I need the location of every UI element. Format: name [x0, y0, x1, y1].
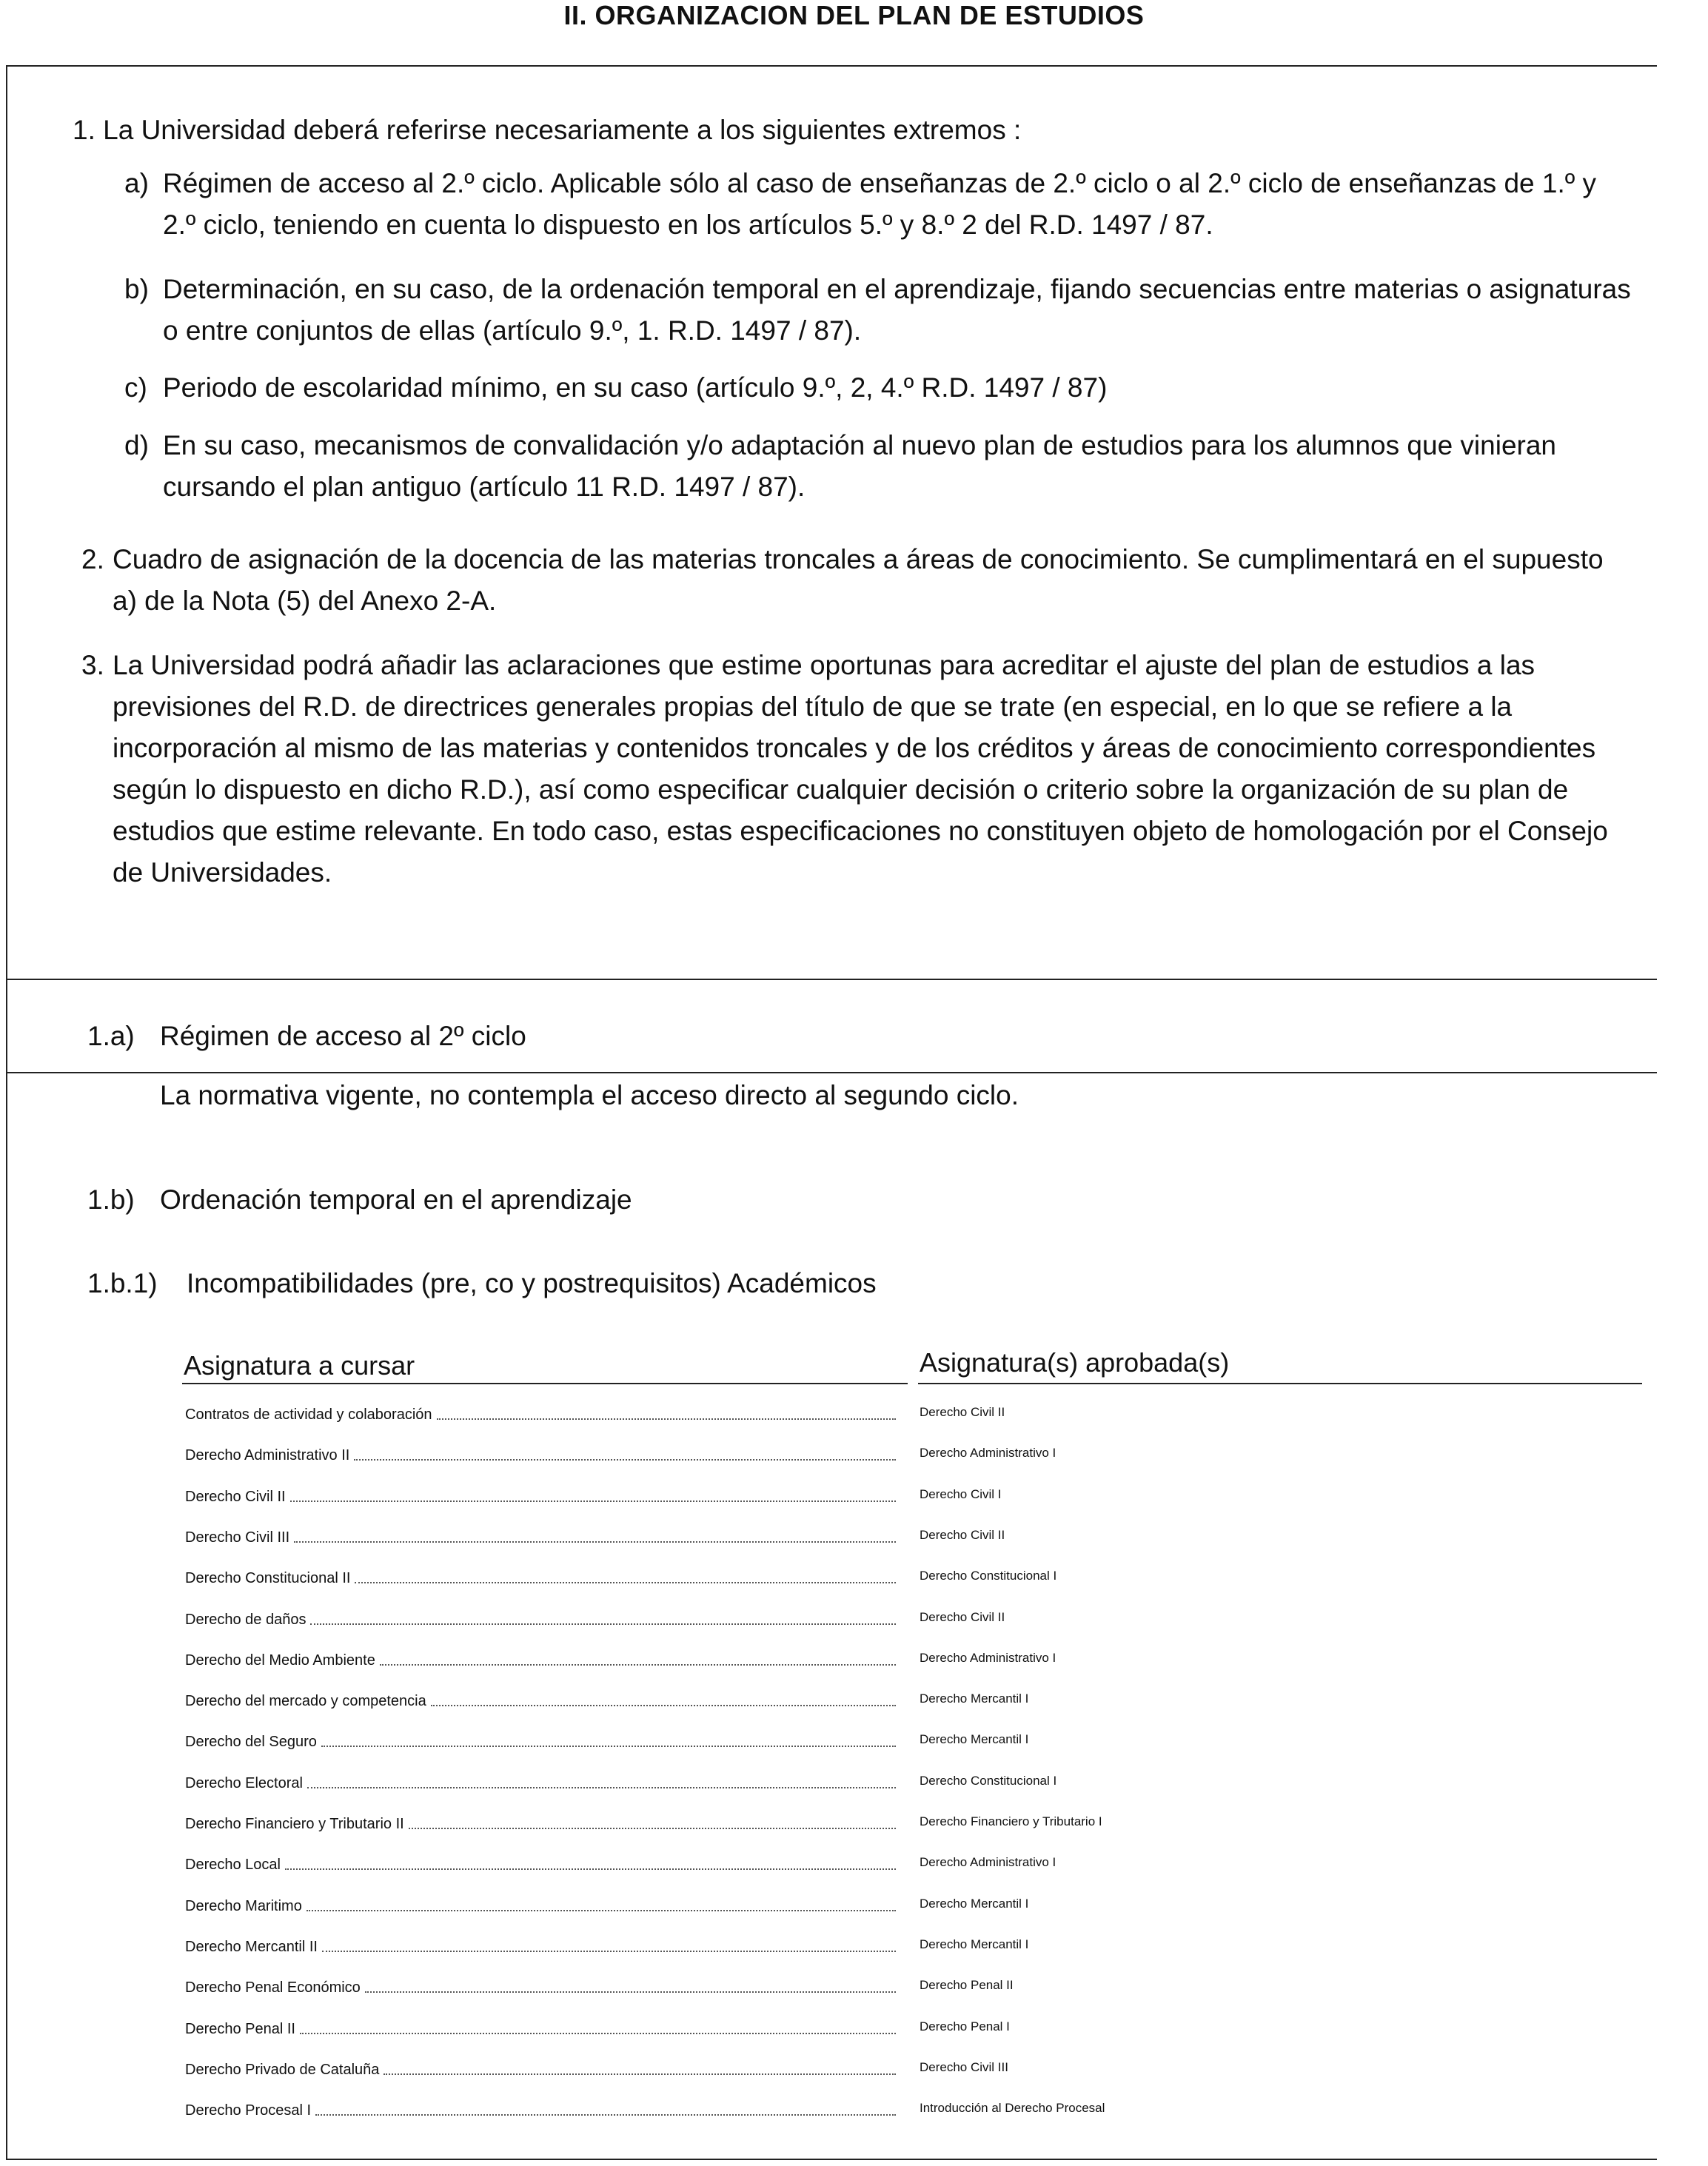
row-subject-text: Derecho del Medio Ambiente — [185, 1652, 375, 1669]
row-subject-text: Derecho Privado de Cataluña — [185, 2061, 380, 2078]
row-subject — [185, 1898, 896, 1915]
table-col-approved-underline — [918, 1383, 1642, 1384]
table-row — [185, 2059, 1666, 2091]
row-leader-dots — [380, 1664, 896, 1666]
row-subject — [185, 1693, 896, 1710]
row-subject-text: Derecho Penal II — [185, 2020, 295, 2037]
table-row — [185, 1939, 1666, 1968]
item-d-label: d) — [124, 430, 149, 460]
section-1b1-label: 1.b.1) — [87, 1268, 158, 1298]
row-approved-subject: Derecho Civil II — [920, 1609, 1005, 1624]
table-row — [185, 1570, 1666, 1600]
row-leader-dots — [354, 1459, 896, 1461]
row-approved-subject: Derecho Penal II — [920, 1978, 1014, 1993]
row-subject-text: Derecho de daños — [185, 1611, 307, 1628]
row-subject-text: Derecho Constitucional II — [185, 1570, 351, 1587]
row-approved-subject: Derecho Constitucional I — [920, 1569, 1057, 1583]
row-approved-subject: Derecho Constitucional I — [920, 1773, 1057, 1788]
row-subject-text: Derecho Administrativo II — [185, 1447, 350, 1464]
table-row — [185, 1816, 1666, 1845]
instructions-intro: 1. La Universidad deberá referirse necesariamente a los siguientes extremos : — [73, 115, 1022, 145]
row-approved-subject: Derecho Mercantil I — [920, 1937, 1029, 1951]
row-approved-subject: Derecho Mercantil I — [920, 1896, 1029, 1911]
item-c-text: Periodo de escolaridad mínimo, en su caso (artículo 9.º, 2, 4.º R.D. 1497 / 87) — [163, 372, 1108, 403]
row-approved-subject: Derecho Penal I — [920, 2019, 1010, 2033]
row-subject — [185, 1734, 896, 1751]
section-1b-label: 1.b) — [87, 1184, 135, 1215]
row-approved-subject: Derecho Financiero y Tributario I — [920, 1814, 1102, 1828]
item-d-text: En su caso, mecanismos de convalidación y/o adaptación al nuevo plan de estudios para los alumnos que vinieran cursando el plan antiguo (artículo 11 R.D. 1497 / 87). — [163, 430, 1556, 502]
row-approved-subject: Derecho Civil III — [920, 2059, 1008, 2074]
row-leader-dots — [294, 1541, 896, 1543]
row-leader-dots — [322, 1951, 896, 1952]
row-leader-dots — [355, 1582, 896, 1583]
row-subject — [185, 1775, 896, 1792]
row-approved-subject: Derecho Administrativo I — [920, 1650, 1056, 1665]
row-subject-text: Derecho Penal Económico — [185, 1979, 361, 1996]
row-leader-dots — [315, 2114, 896, 2116]
table-row — [185, 1406, 1666, 1436]
row-subject-text: Derecho Electoral — [185, 1774, 303, 1791]
point-2-label: 2. — [81, 544, 104, 574]
row-approved-subject: Derecho Mercantil I — [920, 1732, 1029, 1747]
row-subject-text: Derecho Local — [185, 1857, 281, 1874]
row-subject-text: Derecho Civil II — [185, 1488, 286, 1505]
row-approved-subject: Derecho Administrativo I — [920, 1855, 1056, 1870]
row-subject — [185, 1816, 896, 1833]
row-leader-dots — [384, 2073, 896, 2075]
row-leader-dots — [310, 1623, 896, 1625]
row-leader-dots — [365, 1991, 896, 1993]
page-title: II. ORGANIZACION DEL PLAN DE ESTUDIOS — [563, 0, 1145, 30]
table-row — [185, 1734, 1666, 1763]
frame-left-line — [6, 65, 7, 2160]
frame-top-line — [6, 65, 1657, 67]
row-leader-dots — [431, 1705, 896, 1706]
row-subject-text: Derecho Civil III — [185, 1529, 290, 1546]
table-row — [185, 1486, 1666, 1518]
row-approved-subject: Derecho Administrativo I — [920, 1446, 1056, 1461]
row-leader-dots — [300, 2033, 896, 2034]
row-leader-dots — [437, 1418, 896, 1420]
table-row — [185, 1529, 1666, 1559]
table-row — [185, 1775, 1666, 1805]
table-row — [185, 1857, 1666, 1886]
table-col-approved: Asignatura(s) aprobada(s) — [920, 1347, 1230, 1378]
row-approved-subject: Derecho Civil II — [920, 1405, 1005, 1419]
row-leader-dots — [307, 1787, 896, 1788]
section-1a-heading: Régimen de acceso al 2º ciclo — [160, 1021, 526, 1051]
row-subject — [185, 1652, 896, 1669]
row-leader-dots — [307, 1910, 896, 1911]
item-a-label: a) — [124, 168, 149, 198]
table-row — [185, 2021, 1666, 2051]
row-leader-dots — [285, 1868, 896, 1870]
row-subject-text: Derecho Mercantil II — [185, 1938, 318, 1955]
item-b-text: Determinación, en su caso, de la ordenación temporal en el aprendizaje, fijando secuencias entre materias o asignaturas o entre conjuntos de ellas (artículo 9.º, 1. R.D. 1497 / 87). — [163, 274, 1631, 346]
row-approved-subject: Derecho Civil II — [920, 1527, 1005, 1542]
table-row — [185, 1979, 1666, 2009]
table-row — [185, 1609, 1666, 1641]
section-1a-label: 1.a) — [87, 1021, 135, 1051]
point-2-text: Cuadro de asignación de la docencia de las materias troncales a áreas de conocimiento. Se cumplimentará en el supuesto a) de la Nota (5) del Anexo 2-A. — [113, 544, 1604, 616]
table-row — [185, 2102, 1666, 2132]
row-subject-text: Derecho Maritimo — [185, 1897, 302, 1914]
row-approved-subject: Derecho Civil I — [920, 1486, 1002, 1501]
row-subject — [185, 1529, 896, 1546]
section-1a-line — [6, 1072, 1657, 1073]
item-a-text: Régimen de acceso al 2.º ciclo. Aplicable sólo al caso de enseñanzas de 2.º ciclo o al 2.º ciclo de enseñanzas de 1.º y 2.º ciclo, teniendo en cuenta lo dispuesto en los artículos 5.º y 8.º 2 del R.D. 1497 / 87. — [163, 168, 1597, 240]
table-col-subject-underline — [182, 1383, 908, 1384]
item-b-label: b) — [124, 274, 149, 304]
row-leader-dots — [321, 1746, 896, 1747]
row-subject-text: Derecho Financiero y Tributario II — [185, 1816, 404, 1832]
table-row — [185, 1652, 1666, 1682]
row-subject-text: Derecho del mercado y competencia — [185, 1693, 426, 1710]
row-subject — [185, 2062, 896, 2079]
row-leader-dots — [409, 1828, 896, 1829]
row-approved-subject: Introducción al Derecho Procesal — [920, 2101, 1105, 2116]
item-c-label: c) — [124, 372, 147, 403]
point-3-text: La Universidad podrá añadir las aclaraciones que estime oportunas para acreditar el ajuste del plan de estudios a las previsiones del R.D. de directrices generales propias del título de que se trate (en especial, en lo que se refiere a la incorporación al mismo de las materias y contenidos troncales y de los créditos y áreas de conocimiento correspondientes según lo dispuesto en dicho R.D.), así como especificar cualquier decisión o criterio sobre la organización de su plan de estudios que estime relevante. En todo caso, estas especificaciones no constituyen objeto de homologación por el Consejo de Universidades. — [113, 650, 1608, 888]
frame-bottom-line — [6, 2159, 1657, 2160]
section-1a-text: La normativa vigente, no contempla el acceso directo al segundo ciclo. — [160, 1080, 1019, 1110]
row-subject — [185, 2021, 896, 2038]
table-col-subject: Asignatura a cursar — [184, 1350, 415, 1381]
row-subject — [185, 1857, 896, 1874]
row-subject-text: Contratos de actividad y colaboración — [185, 1406, 432, 1423]
point-3-label: 3. — [81, 650, 104, 680]
section-1b1-heading: Incompatibilidades (pre, co y postrequisitos) Académicos — [187, 1268, 877, 1298]
table-row — [185, 1447, 1666, 1477]
row-subject — [185, 1612, 896, 1629]
row-subject — [185, 2102, 896, 2119]
row-subject — [185, 1570, 896, 1587]
instructions-bottom-line — [6, 979, 1657, 980]
table-row — [185, 1693, 1666, 1723]
table-row — [185, 1898, 1666, 1928]
row-subject-text: Derecho del Seguro — [185, 1734, 317, 1751]
row-subject — [185, 1979, 896, 1996]
row-subject — [185, 1939, 896, 1956]
row-subject — [185, 1489, 896, 1506]
row-subject — [185, 1406, 896, 1424]
row-approved-subject: Derecho Mercantil I — [920, 1691, 1029, 1706]
row-leader-dots — [290, 1501, 896, 1502]
section-1b-heading: Ordenación temporal en el aprendizaje — [160, 1184, 632, 1215]
row-subject-text: Derecho Procesal I — [185, 2102, 312, 2119]
row-subject — [185, 1447, 896, 1464]
